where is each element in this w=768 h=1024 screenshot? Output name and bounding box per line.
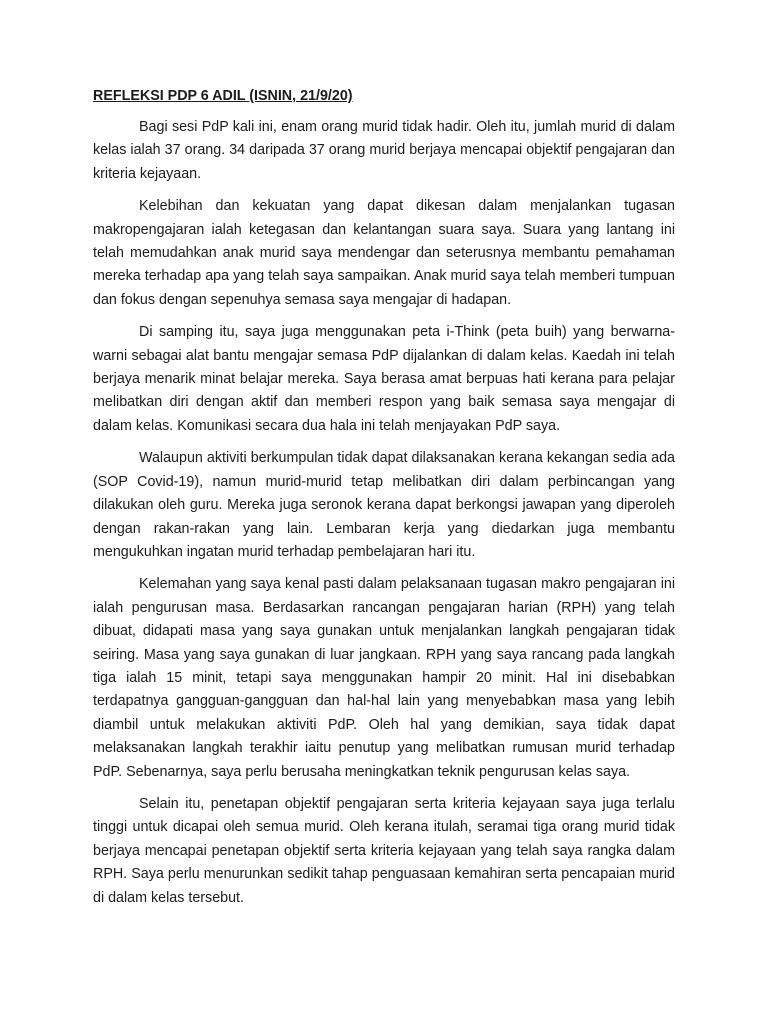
paragraph-attendance: Bagi sesi PdP kali ini, enam orang murid tidak hadir. Oleh itu, jumlah murid di dalam kelas ialah 37 orang. 34 daripada 37 orang murid berjaya mencapai objektif pengajaran dan kriteria kejayaan. — [93, 119, 675, 182]
paragraph-ithink-map: Di samping itu, saya juga menggunakan peta i-Think (peta buih) yang berwarna-warni sebagai alat bantu mengajar semasa PdP dijalankan di dalam kelas. Kaedah ini telah berjaya menarik minat belajar mereka. Saya berasa amat berpuas hati kerana para pelajar melibatkan diri dengan aktif dan memberi respon yang baik semasa saya mengajar di dalam kelas. Komunikasi secara dua hala ini telah menjayakan PdP saya. — [93, 324, 675, 434]
document-title: REFLEKSI PDP 6 ADIL (ISNIN, 21/9/20) — [93, 88, 353, 104]
paragraph-objectives: Selain itu, penetapan objektif pengajaran serta kriteria kejayaan saya juga terlalu tinggi untuk dicapai oleh semua murid. Oleh kerana itulah, seramai tiga orang murid tidak berjaya mencapai penetapan objektif serta kriteria kejayaan yang telah saya rangka dalam RPH. Saya perlu menurunkan sedikit tahap penguasaan kemahiran serta pencapaian murid di dalam kelas tersebut. — [93, 795, 675, 906]
document-body — [93, 86, 675, 919]
paragraph-weaknesses: Kelemahan yang saya kenal pasti dalam pelaksanaan tugasan makro pengajaran ini ialah pengurusan masa. Berdasarkan rancangan pengajaran harian (RPH) yang telah dibuat, didapati masa yang saya gunakan untuk menjalankan langkah pengajaran tidak seiring. Masa yang saya gunakan di luar jangkaan. RPH yang saya rancang pada langkah tiga ialah 15 minit, tetapi saya menggunakan hampir 20 minit. Hal ini disebabkan terdapatnya gangguan-gangguan dan hal-hal lain yang menyebabkan masa yang lebih diambil untuk melakukan aktiviti PdP. Oleh hal yang demikian, saya tidak dapat melaksanakan langkah terakhir iaitu penutup yang melibatkan rumusan murid terhadap PdP. Sebenarnya, saya perlu berusaha meningkatkan teknik pengurusan kelas saya. — [93, 576, 675, 780]
paragraph-group-activity: Walaupun aktiviti berkumpulan tidak dapat dilaksanakan kerana kekangan sedia ada (SOP Covid-19), namun murid-murid tetap melibatkan diri dalam perbincangan yang dilakukan oleh guru. Mereka juga seronok kerana dapat berkongsi jawapan yang diperoleh dengan rakan-rakan yang lain. Lembaran kerja yang diedarkan juga membantu mengukuhkan ingatan murid terhadap pembelajaran hari itu. — [93, 450, 675, 560]
paragraph-strengths: Kelebihan dan kekuatan yang dapat dikesan dalam menjalankan tugasan makropengajaran ialah ketegasan dan kelantangan suara saya. Suara yang lantang ini telah memudahkan anak murid saya mendengar dan seterusnya membantu pemahaman mereka terhadap apa yang telah saya sampaikan. Anak murid saya telah memberi tumpuan dan fokus dengan sepenuhya semasa saya mengajar di hadapan. — [93, 198, 675, 308]
